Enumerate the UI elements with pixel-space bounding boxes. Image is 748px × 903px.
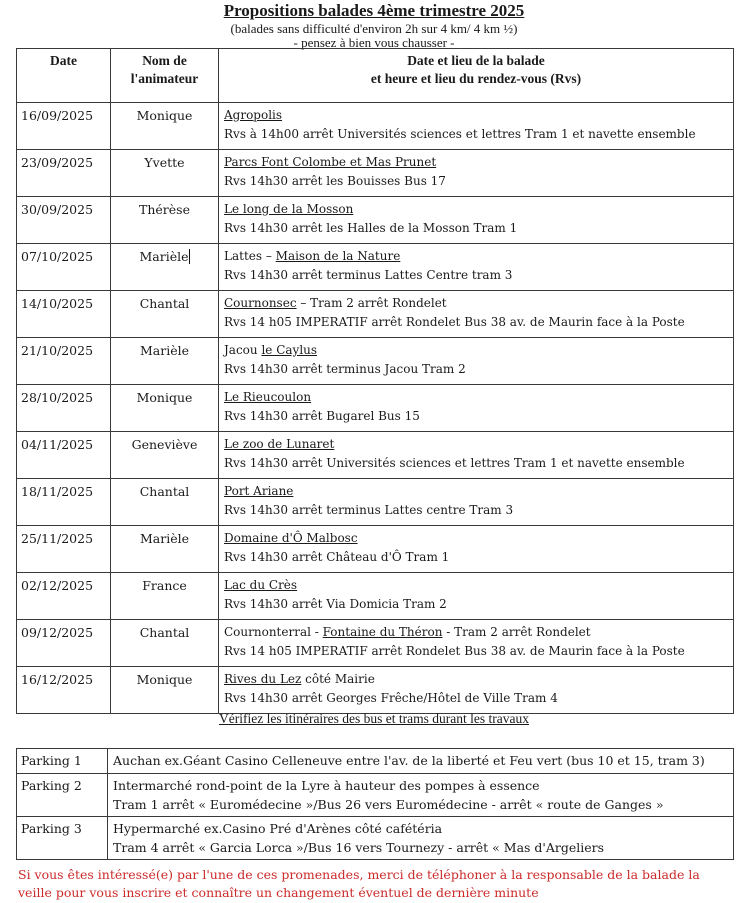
page-title: Propositions balades 4ème trimestre 2025 bbox=[223, 1, 525, 20]
walk-place-line: Jacou le Caylus bbox=[224, 343, 318, 357]
column-header-date: Date bbox=[17, 49, 111, 103]
walk-place: le Caylus bbox=[261, 343, 318, 357]
walk-description bbox=[219, 291, 734, 338]
walk-place: Parcs Font Colombe et Mas Prunet bbox=[224, 155, 437, 169]
walk-date: 21/10/2025 bbox=[17, 338, 111, 385]
roadworks-notice: Vérifiez les itinéraires des bus et trams durant les travaux bbox=[218, 711, 529, 726]
parking-description: Auchan ex.Géant Casino Celleneuve entre l'av. de la liberté et Feu vert (bus 10 et 15, tram 3) bbox=[108, 749, 734, 774]
walk-animateur: Chantal bbox=[111, 291, 219, 338]
walk-rendezvous: Rvs 14h30 arrêt terminus Lattes Centre tram 3 bbox=[224, 268, 513, 282]
table-row bbox=[17, 667, 734, 714]
walk-place: Lac du Crès bbox=[224, 578, 298, 592]
walk-place-line: Rives du Lez côté Mairie bbox=[224, 672, 375, 686]
walk-description bbox=[219, 244, 734, 291]
table-row bbox=[17, 479, 734, 526]
walk-place: Agropolis bbox=[224, 108, 283, 122]
table-header-row bbox=[17, 49, 734, 103]
page-subtitle-reminder: - pensez à bien vous chausser - bbox=[293, 35, 455, 50]
walk-description bbox=[219, 620, 734, 667]
table-row bbox=[17, 197, 734, 244]
walk-description bbox=[219, 479, 734, 526]
walk-animateur: Monique bbox=[111, 103, 219, 150]
walk-date: 04/11/2025 bbox=[17, 432, 111, 479]
walk-place: Le zoo de Lunaret bbox=[224, 437, 335, 451]
walk-animateur: Chantal bbox=[111, 620, 219, 667]
walk-place: Domaine d'Ô Malbosc bbox=[224, 531, 358, 545]
walk-rendezvous: Rvs 14h30 arrêt les Bouisses Bus 17 bbox=[224, 174, 446, 188]
walk-date: 28/10/2025 bbox=[17, 385, 111, 432]
walk-place-line: Lattes – Maison de la Nature bbox=[224, 249, 401, 263]
walk-date: 23/09/2025 bbox=[17, 150, 111, 197]
parking-row bbox=[17, 774, 734, 817]
column-header-description: Date et lieu de la balade et heure et lieu du rendez-vous (Rvs) bbox=[219, 49, 734, 103]
walk-animateur: Marièle bbox=[111, 338, 219, 385]
walk-date: 16/09/2025 bbox=[17, 103, 111, 150]
table-row bbox=[17, 526, 734, 573]
walk-rendezvous: Rvs 14h30 arrêt Château d'Ô Tram 1 bbox=[224, 550, 450, 564]
walk-place: Fontaine du Théron bbox=[322, 625, 443, 639]
walk-rendezvous: Rvs 14 h05 IMPERATIF arrêt Rondelet Bus 38 av. de Maurin face à la Poste bbox=[224, 315, 685, 329]
walk-place-line bbox=[224, 435, 733, 454]
walk-place-line bbox=[224, 482, 733, 501]
walk-description bbox=[219, 197, 734, 244]
parking-label: Parking 2 bbox=[17, 774, 108, 817]
table-row bbox=[17, 244, 734, 291]
parking-description: Intermarché rond-point de la Lyre à hauteur des pompes à essence Tram 1 arrêt « Euromédecine »/Bus 26 vers Euromédecine - arrêt « route de Ganges » bbox=[108, 774, 734, 817]
walk-place: Le long de la Mosson bbox=[224, 202, 354, 216]
parking-row bbox=[17, 749, 734, 774]
table-row bbox=[17, 573, 734, 620]
walk-date: 07/10/2025 bbox=[17, 244, 111, 291]
walk-animateur: France bbox=[111, 573, 219, 620]
walk-rendezvous: Rvs 14h30 arrêt Universités sciences et lettres Tram 1 et navette ensemble bbox=[224, 456, 685, 470]
page-subtitle: (balades sans difficulté d'environ 2h sur 4 km/ 4 km ½) bbox=[230, 21, 518, 36]
walk-rendezvous: Rvs 14h30 arrêt Georges Frêche/Hôtel de Ville Tram 4 bbox=[224, 691, 558, 705]
footer-note: Si vous êtes intéressé(e) par l'une de ces promenades, merci de téléphoner à la responsable de la balade la veille pour vous inscrire et connaître un changement éventuel de dernière minute bbox=[18, 867, 700, 900]
table-row bbox=[17, 291, 734, 338]
walk-place-line bbox=[224, 153, 733, 172]
walk-place-line bbox=[224, 529, 733, 548]
walk-place: Le Rieucoulon bbox=[224, 390, 312, 404]
walk-description bbox=[219, 103, 734, 150]
walk-place-line: Cournonsec – Tram 2 arrêt Rondelet bbox=[224, 296, 447, 310]
walk-rendezvous: Rvs 14h30 arrêt terminus Jacou Tram 2 bbox=[224, 362, 466, 376]
walk-place-line: Cournonterral - Fontaine du Théron - Tram 2 arrêt Rondelet bbox=[224, 625, 591, 639]
parking-label: Parking 3 bbox=[17, 817, 108, 860]
walk-date: 16/12/2025 bbox=[17, 667, 111, 714]
walk-date: 09/12/2025 bbox=[17, 620, 111, 667]
walk-animateur: Monique bbox=[111, 667, 219, 714]
walk-place: Rives du Lez bbox=[224, 672, 302, 686]
walk-rendezvous: Rvs 14h30 arrêt Bugarel Bus 15 bbox=[224, 409, 420, 423]
table-row bbox=[17, 385, 734, 432]
walk-place: Port Ariane bbox=[224, 484, 294, 498]
walk-rendezvous: Rvs à 14h00 arrêt Universités sciences et lettres Tram 1 et navette ensemble bbox=[224, 127, 696, 141]
walk-animateur: Monique bbox=[111, 385, 219, 432]
parking-label: Parking 1 bbox=[17, 749, 108, 774]
table-row bbox=[17, 338, 734, 385]
table-row bbox=[17, 620, 734, 667]
walk-place-line bbox=[224, 106, 733, 125]
table-row bbox=[17, 103, 734, 150]
walk-animateur: Marièle bbox=[111, 244, 219, 291]
walk-rendezvous: Rvs 14h30 arrêt terminus Lattes centre Tram 3 bbox=[224, 503, 514, 517]
walk-animateur: Chantal bbox=[111, 479, 219, 526]
walk-place-line bbox=[224, 576, 733, 595]
walk-description bbox=[219, 573, 734, 620]
parking-description: Hypermarché ex.Casino Pré d'Arènes côté cafétéria Tram 4 arrêt « Garcia Lorca »/Bus 16 vers Tournezy - arrêt « Mas d'Argeliers bbox=[108, 817, 734, 860]
walk-description bbox=[219, 526, 734, 573]
parking-row bbox=[17, 817, 734, 860]
walk-date: 02/12/2025 bbox=[17, 573, 111, 620]
walk-rendezvous: Rvs 14h30 arrêt Via Domicia Tram 2 bbox=[224, 597, 447, 611]
walk-animateur: Geneviève bbox=[111, 432, 219, 479]
walk-animateur: Marièle bbox=[111, 526, 219, 573]
walk-place-line bbox=[224, 388, 733, 407]
walk-place: Cournonsec bbox=[224, 296, 297, 310]
walk-description bbox=[219, 385, 734, 432]
walk-place-line bbox=[224, 200, 733, 219]
walk-date: 14/10/2025 bbox=[17, 291, 111, 338]
walk-animateur: Thérèse bbox=[111, 197, 219, 244]
column-header-animateur: Nom de l'animateur bbox=[111, 49, 219, 103]
walk-rendezvous: Rvs 14 h05 IMPERATIF arrêt Rondelet Bus 38 av. de Maurin face à la Poste bbox=[224, 644, 685, 658]
walk-description bbox=[219, 150, 734, 197]
parking-table bbox=[16, 748, 734, 860]
walk-animateur: Yvette bbox=[111, 150, 219, 197]
table-row bbox=[17, 432, 734, 479]
walk-description bbox=[219, 338, 734, 385]
walk-date: 30/09/2025 bbox=[17, 197, 111, 244]
walk-rendezvous: Rvs 14h30 arrêt les Halles de la Mosson Tram 1 bbox=[224, 221, 518, 235]
walk-date: 25/11/2025 bbox=[17, 526, 111, 573]
walks-schedule-table bbox=[16, 48, 734, 714]
walk-date: 18/11/2025 bbox=[17, 479, 111, 526]
walk-place: Maison de la Nature bbox=[275, 249, 401, 263]
table-row bbox=[17, 150, 734, 197]
walk-description bbox=[219, 667, 734, 714]
walk-description bbox=[219, 432, 734, 479]
